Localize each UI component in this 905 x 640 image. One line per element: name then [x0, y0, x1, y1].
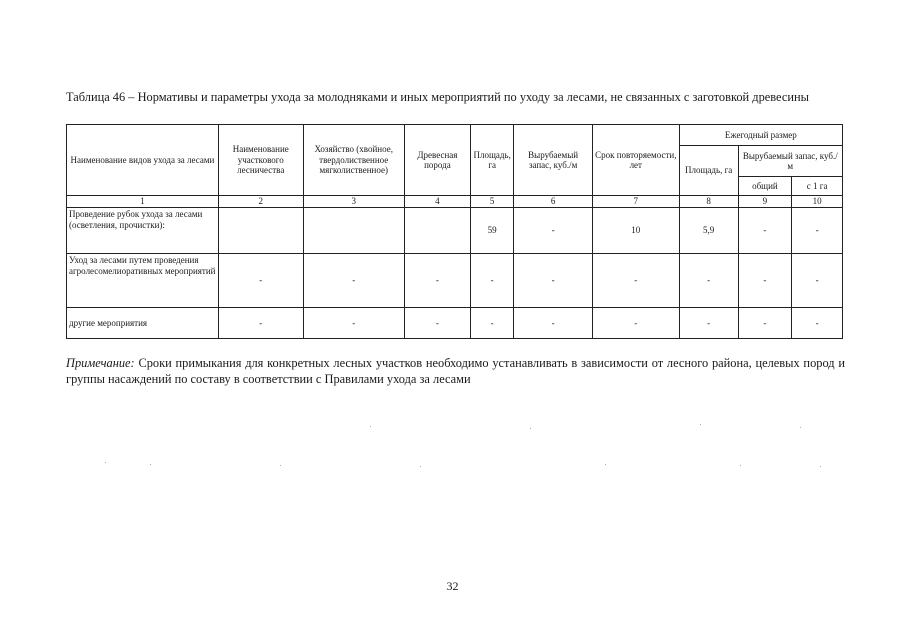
scan-speck: [370, 426, 371, 427]
scan-speck: [150, 464, 151, 465]
column-number: 10: [792, 196, 843, 208]
column-number: 6: [514, 196, 593, 208]
table-cell: -: [218, 308, 303, 339]
scan-noise: [100, 420, 840, 480]
table-cell: [218, 208, 303, 254]
table-cell: 59: [470, 208, 513, 254]
note-text: Сроки примыкания для конкретных лесных участков необходимо устанавливать в зависимости от лесного района, целевых пород и группы насаждений по составу в соответствии с Правилами ухода за лесами: [66, 356, 845, 386]
forest-care-table: [66, 124, 843, 339]
column-number: 3: [303, 196, 404, 208]
table-cell: -: [514, 208, 593, 254]
header-annual-size: Ежегодный размер: [679, 125, 842, 146]
column-numbers-row: [67, 196, 843, 208]
table-cell: -: [679, 308, 738, 339]
table-cell: -: [792, 308, 843, 339]
scan-speck: [820, 466, 821, 467]
column-number: 8: [679, 196, 738, 208]
table-cell: -: [679, 254, 738, 308]
header-cut-volume: Вырубаемый запас, куб./м: [514, 125, 593, 196]
column-number: 9: [738, 196, 792, 208]
table-cell: -: [404, 254, 470, 308]
table-cell: -: [514, 308, 593, 339]
table-cell: -: [792, 208, 843, 254]
column-number: 4: [404, 196, 470, 208]
table-cell: -: [470, 308, 513, 339]
column-number: 2: [218, 196, 303, 208]
table-row: [67, 308, 843, 339]
scan-speck: [105, 462, 106, 463]
table-cell: -: [592, 254, 679, 308]
table-cell: -: [738, 308, 792, 339]
table-cell: -: [592, 308, 679, 339]
table-cell: -: [303, 308, 404, 339]
table-cell: -: [218, 254, 303, 308]
table-cell: 10: [592, 208, 679, 254]
scan-speck: [700, 424, 701, 425]
table-cell: -: [470, 254, 513, 308]
table-cell: [303, 208, 404, 254]
table-row: [67, 208, 843, 254]
note-label: Примечание:: [66, 356, 135, 370]
table-cell: -: [303, 254, 404, 308]
table-cell: -: [404, 308, 470, 339]
page-number: 32: [446, 579, 459, 593]
table-caption: Таблица 46 – Нормативы и параметры ухода за молодняками и иных мероприятий по уходу за лесами, не связанных с заготовкой древесины: [66, 90, 809, 104]
header-kind-of-care: Наименование видов ухода за лесами: [67, 125, 219, 196]
row-name: Проведение рубок ухода за лесами (осветления, прочистки):: [67, 208, 219, 254]
scan-speck: [740, 465, 741, 466]
scan-speck: [530, 428, 531, 429]
table-row: [67, 254, 843, 308]
column-number: 1: [67, 196, 219, 208]
header-repeat-period: Срок повторяемости, лет: [592, 125, 679, 196]
scan-speck: [605, 464, 606, 465]
table-cell: [404, 208, 470, 254]
table-cell: -: [738, 208, 792, 254]
row-name: другие мероприятия: [67, 308, 219, 339]
header-annual-area: Площадь, га: [679, 146, 738, 196]
header-area: Площадь, га: [470, 125, 513, 196]
scan-speck: [280, 465, 281, 466]
header-per-ha: с 1 га: [792, 177, 843, 196]
header-forestry: Наименование участкового лесничества: [218, 125, 303, 196]
header-farm-type: Хозяйство (хвойное, твердолиственное мягколиственное): [303, 125, 404, 196]
scan-speck: [800, 427, 801, 428]
table-cell: 5,9: [679, 208, 738, 254]
header-tree-species: Древесная порода: [404, 125, 470, 196]
column-number: 7: [592, 196, 679, 208]
table-cell: -: [792, 254, 843, 308]
row-name: Уход за лесами путем проведения агролесомелиоративных мероприятий: [67, 254, 219, 308]
scan-speck: [420, 466, 421, 467]
note-paragraph: [66, 355, 845, 387]
header-total: общий: [738, 177, 792, 196]
column-number: 5: [470, 196, 513, 208]
table-cell: -: [514, 254, 593, 308]
table-cell: -: [738, 254, 792, 308]
header-annual-volume: Вырубаемый запас, куб./м: [738, 146, 842, 177]
header-row: [67, 125, 843, 146]
